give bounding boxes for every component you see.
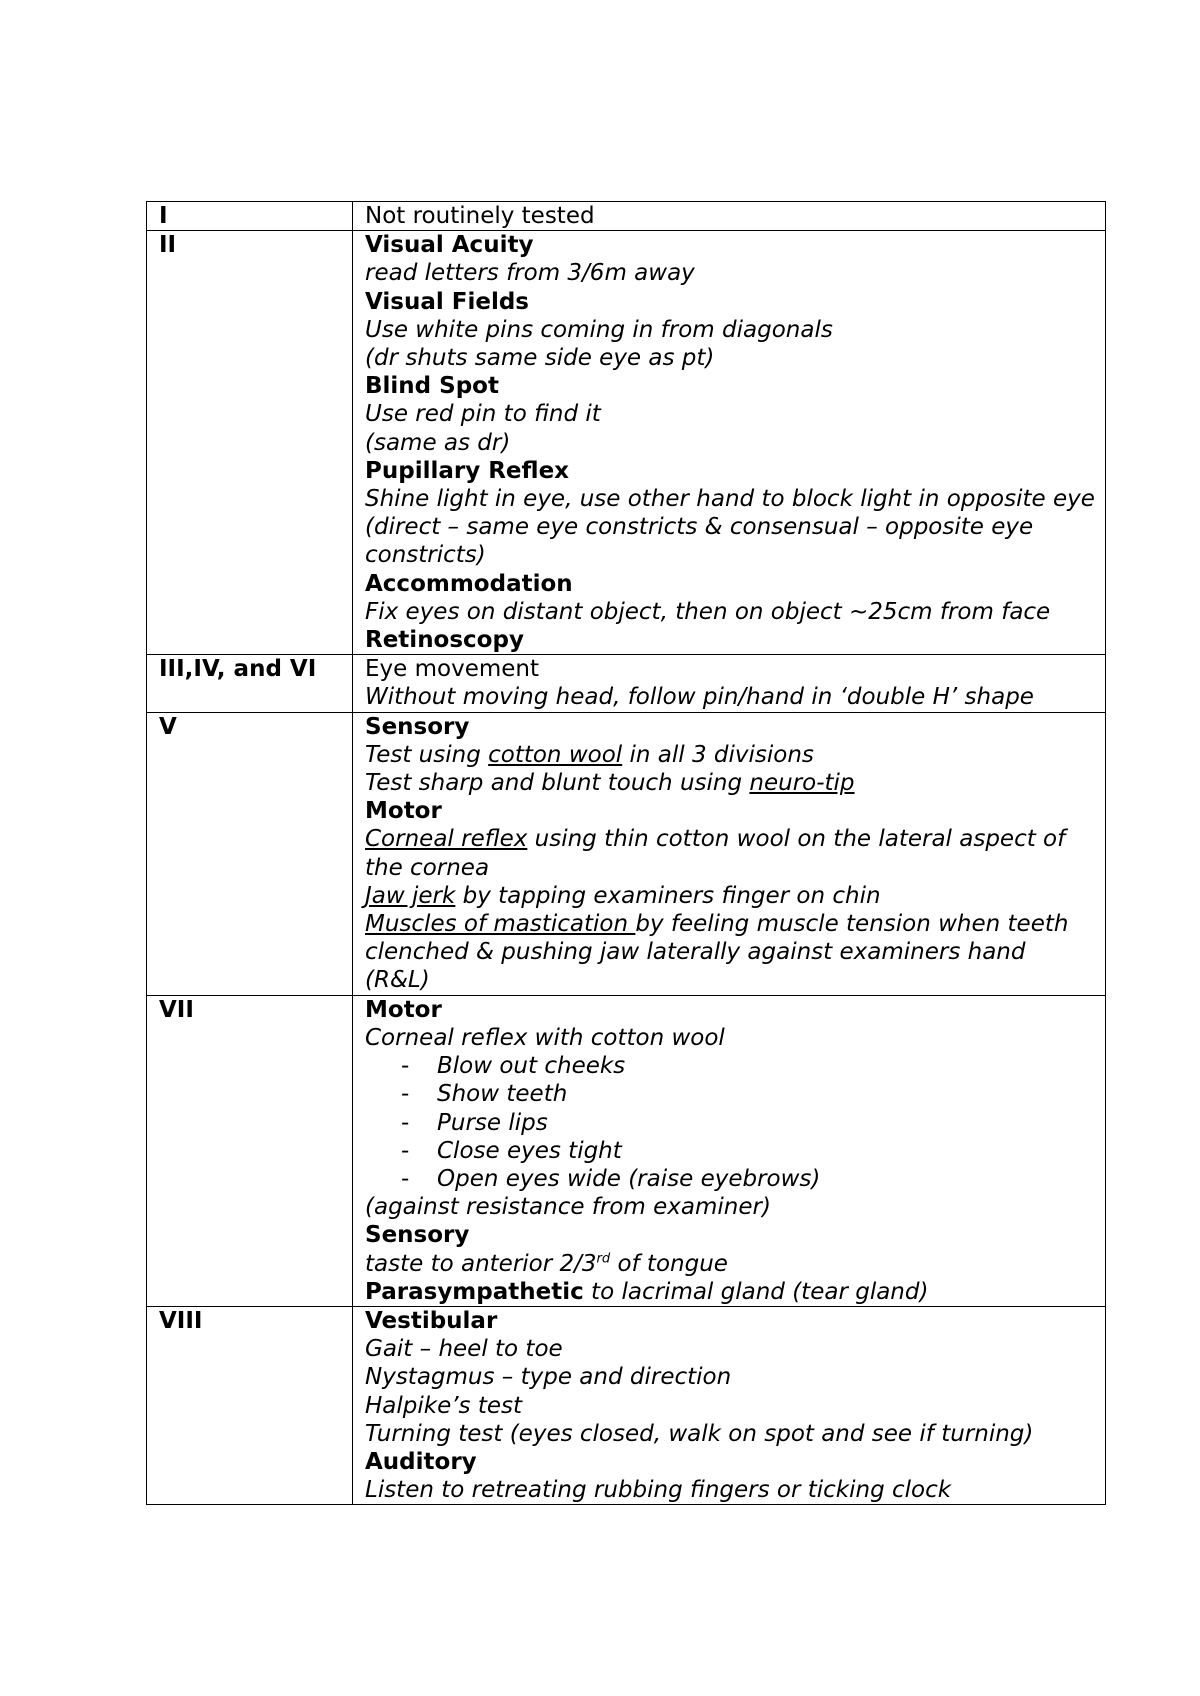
detail-line: (against resistance from examiner) bbox=[365, 1194, 771, 1221]
detail-line: (dr shuts same side eye as pt) bbox=[365, 345, 715, 372]
underlined-term: Jaw jerk bbox=[365, 882, 456, 909]
detail-line bbox=[365, 910, 1097, 995]
detail-line: read letters from 3/6m away bbox=[365, 260, 695, 287]
section-heading: Sensory bbox=[365, 1222, 470, 1249]
detail-line: Listen to retreating rubbing fingers or ticking clock bbox=[365, 1477, 952, 1504]
underlined-term: Corneal reflex bbox=[365, 826, 528, 853]
nerve-details bbox=[353, 995, 1106, 1306]
table-row-vii bbox=[147, 995, 1106, 1306]
table-row-viii bbox=[147, 1306, 1106, 1504]
text-run: taste to anterior 2/3 bbox=[365, 1250, 597, 1277]
detail-line: Shine light in eye, use other hand to block light in opposite eye bbox=[365, 486, 1095, 513]
detail-line: Turning test (eyes closed, walk on spot and see if turning) bbox=[365, 1420, 1034, 1447]
text-run: Test sharp and blunt touch using bbox=[365, 770, 750, 797]
detail-line: Without moving head, follow pin/hand in ‘double H’ shape bbox=[365, 684, 1034, 711]
detail-line bbox=[365, 769, 1097, 797]
section-heading: Sensory bbox=[365, 713, 470, 740]
section-heading: Visual Fields bbox=[365, 288, 529, 315]
detail-line: (direct – same eye constricts & consensual – opposite eye constricts) bbox=[365, 514, 1034, 569]
section-heading: Accommodation bbox=[365, 570, 573, 597]
nerve-details bbox=[353, 202, 1106, 231]
section-heading: Motor bbox=[365, 996, 442, 1023]
section-heading: Parasympathetic bbox=[365, 1278, 584, 1305]
table-row-iii-iv-vi bbox=[147, 655, 1106, 712]
list-item-text: Show teeth bbox=[437, 1081, 568, 1108]
text-run: Test using bbox=[365, 741, 489, 768]
list-item-text: Open eyes wide (raise eyebrows) bbox=[437, 1165, 821, 1192]
nerve-label: I bbox=[147, 202, 353, 231]
nerve-label: VII bbox=[147, 995, 353, 1306]
underlined-term: cotton wool bbox=[488, 741, 623, 768]
section-heading: Pupillary Reflex bbox=[365, 457, 570, 484]
nerve-details bbox=[353, 712, 1106, 995]
underlined-term: neuro-tip bbox=[749, 770, 855, 797]
dash-bullet: - bbox=[401, 1053, 410, 1080]
list-item-text: Blow out cheeks bbox=[437, 1053, 626, 1080]
text-run: using thin cotton wool on the lateral aspect of the cornea bbox=[365, 826, 1066, 881]
detail-line bbox=[365, 741, 1097, 769]
section-heading: Vestibular bbox=[365, 1307, 498, 1334]
text-run: in all 3 divisions bbox=[622, 741, 814, 768]
list-item bbox=[365, 1137, 1097, 1165]
superscript: rd bbox=[596, 1250, 611, 1266]
detail-line bbox=[365, 882, 1097, 910]
text-run: by feeling muscle tension when teeth clenched & pushing jaw laterally against examiners hand (R&L) bbox=[365, 911, 1069, 994]
list-item-text: Purse lips bbox=[437, 1109, 548, 1136]
table-row-v bbox=[147, 712, 1106, 995]
list-item bbox=[365, 1052, 1097, 1080]
detail-line: Use red pin to find it bbox=[365, 401, 601, 428]
dash-bullet: - bbox=[401, 1081, 410, 1108]
detail-line bbox=[365, 825, 1097, 881]
section-heading: Motor bbox=[365, 798, 442, 825]
nerve-label: II bbox=[147, 231, 353, 655]
detail-line: Use white pins coming in from diagonals bbox=[365, 316, 833, 343]
section-heading: Auditory bbox=[365, 1448, 477, 1475]
nerve-details bbox=[353, 231, 1106, 655]
detail-line: Fix eyes on distant object, then on object ~25cm from face bbox=[365, 598, 1051, 625]
nerve-label: III,IV, and VI bbox=[147, 655, 353, 712]
cranial-nerve-table bbox=[146, 201, 1106, 1505]
text-run: of tongue bbox=[610, 1250, 728, 1277]
list-item-text: Close eyes tight bbox=[437, 1137, 622, 1164]
dash-bullet: - bbox=[401, 1109, 410, 1136]
detail-line: Gait – heel to toe bbox=[365, 1336, 563, 1363]
list-item bbox=[365, 1080, 1097, 1108]
dash-bullet: - bbox=[401, 1165, 410, 1192]
table-row-i bbox=[147, 202, 1106, 231]
nerve-label: VIII bbox=[147, 1306, 353, 1504]
detail-line: Halpike’s test bbox=[365, 1392, 523, 1419]
text-run: to lacrimal gland (tear gland) bbox=[583, 1278, 929, 1305]
detail-line: Eye movement bbox=[365, 656, 539, 683]
detail-line: Corneal reflex with cotton wool bbox=[365, 1024, 725, 1051]
section-heading: Visual Acuity bbox=[365, 232, 534, 259]
nerve-details bbox=[353, 1306, 1106, 1504]
detail-line: (same as dr) bbox=[365, 429, 511, 456]
list-item bbox=[365, 1109, 1097, 1137]
section-heading: Retinoscopy bbox=[365, 627, 524, 654]
nerve-details bbox=[353, 655, 1106, 712]
section-heading: Blind Spot bbox=[365, 373, 499, 400]
detail-line bbox=[365, 1278, 1097, 1306]
table-row-ii bbox=[147, 231, 1106, 655]
text-run: by tapping examiners finger on chin bbox=[455, 882, 881, 909]
detail-line: Not routinely tested bbox=[365, 203, 595, 229]
detail-line bbox=[365, 1250, 1097, 1278]
nerve-label: V bbox=[147, 712, 353, 995]
dash-bullet: - bbox=[401, 1137, 410, 1164]
detail-line: Nystagmus – type and direction bbox=[365, 1364, 732, 1391]
list-item bbox=[365, 1165, 1097, 1193]
underlined-term: Muscles of mastication bbox=[365, 911, 636, 938]
